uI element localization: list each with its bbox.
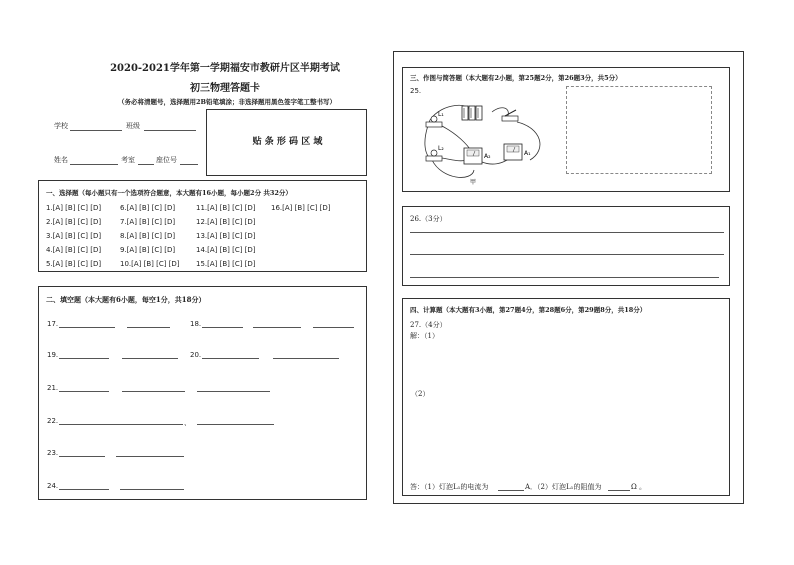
class-label: 班级: [126, 122, 140, 130]
q26-line-1[interactable]: [410, 232, 724, 233]
barcode-area: [206, 109, 367, 176]
q22-blank-1[interactable]: [59, 424, 183, 425]
battery-icon: [462, 106, 482, 120]
choice-question[interactable]: 7.[A] [B] [C] [D]: [120, 218, 176, 226]
choice-question[interactable]: 5.[A] [B] [C] [D]: [46, 260, 102, 268]
answer-text-c: Ω 。: [631, 483, 647, 491]
q20-label: 20.: [190, 351, 202, 359]
q24-blank-2[interactable]: [120, 489, 184, 490]
q20-blank-1[interactable]: [202, 358, 259, 359]
choice-question[interactable]: 9.[A] [B] [C] [D]: [120, 246, 176, 254]
ammeter-a2-icon: [464, 148, 482, 164]
class-field[interactable]: [144, 130, 196, 131]
choice-question[interactable]: 12.[A] [B] [C] [D]: [196, 218, 256, 226]
q18-blank-1[interactable]: [202, 327, 243, 328]
choice-question[interactable]: 6.[A] [B] [C] [D]: [120, 204, 176, 212]
q22-separator: 、: [184, 419, 191, 427]
q27-label: 27.（4分）: [410, 321, 447, 329]
seat-field[interactable]: [180, 164, 198, 165]
q26-label: 26.（3分）: [410, 215, 447, 223]
choice-question[interactable]: 13.[A] [B] [C] [D]: [196, 232, 256, 240]
q26-line-3[interactable]: [410, 277, 719, 278]
fill-section: [38, 286, 367, 500]
calculation-heading: 四、计算题（本大题有3小题，第27题4分，第28题6分，第29题8分，共18分）: [410, 306, 647, 314]
choice-question[interactable]: 11.[A] [B] [C] [D]: [196, 204, 256, 212]
name-label: 姓名: [54, 156, 68, 164]
room-field[interactable]: [138, 164, 154, 165]
choice-question[interactable]: 15.[A] [B] [C] [D]: [196, 260, 256, 268]
choice-question[interactable]: 16.[A] [B] [C] [D]: [271, 204, 331, 212]
q17-blank-1[interactable]: [59, 327, 115, 328]
exam-notice: （务必将清题号，选择题用2B铅笔填涂；非选择题用黑色签字笔工整书写）: [117, 98, 337, 106]
q17-blank-2[interactable]: [127, 327, 170, 328]
q24-blank-1[interactable]: [59, 489, 109, 490]
q22-label: 22.: [47, 417, 59, 425]
choice-question[interactable]: 8.[A] [B] [C] [D]: [120, 232, 176, 240]
svg-text:L₂: L₂: [438, 145, 444, 152]
choice-question[interactable]: 14.[A] [B] [C] [D]: [196, 246, 256, 254]
school-label: 学校: [54, 122, 68, 130]
q18-blank-3[interactable]: [313, 327, 354, 328]
choice-question[interactable]: 1.[A] [B] [C] [D]: [46, 204, 102, 212]
q21-blank-1[interactable]: [59, 391, 109, 392]
q19-blank-2[interactable]: [122, 358, 178, 359]
drawing-answer-area[interactable]: [566, 86, 712, 174]
room-label: 考室: [121, 156, 135, 164]
svg-text:L₁: L₁: [438, 111, 444, 118]
q22-blank-2[interactable]: [197, 424, 274, 425]
svg-text:A₂: A₂: [484, 153, 491, 160]
name-field[interactable]: [70, 164, 118, 165]
figure-caption: 甲: [470, 179, 477, 186]
ammeter-a1-icon: [504, 144, 522, 160]
q21-label: 21.: [47, 384, 59, 392]
barcode-label: 贴 条 形 码 区 域: [252, 137, 323, 147]
answer-text-b: A．（2）灯泡L₁的阻值为: [525, 483, 602, 491]
q19-blank-1[interactable]: [59, 358, 109, 359]
q18-blank-2[interactable]: [253, 327, 301, 328]
choice-question[interactable]: 3.[A] [B] [C] [D]: [46, 232, 102, 240]
q19-label: 19.: [47, 351, 59, 359]
fill-heading: 二、填空题（本大题有6小题，每空1分，共18分）: [46, 295, 206, 304]
choice-question[interactable]: 4.[A] [B] [C] [D]: [46, 246, 102, 254]
seat-label: 座位号: [156, 156, 177, 164]
solution-part1: 解：（1）: [410, 332, 439, 340]
q23-label: 23.: [47, 449, 59, 457]
q21-blank-3[interactable]: [197, 391, 270, 392]
q26-line-2[interactable]: [410, 254, 724, 255]
exam-subtitle: 初三物理答题卡: [190, 83, 260, 94]
answer-blank-resistance[interactable]: [608, 490, 630, 491]
q20-blank-2[interactable]: [273, 358, 339, 359]
q18-label: 18.: [190, 320, 202, 328]
short-answer-section: [402, 206, 730, 286]
choice-heading: 一、选择题（每小题只有一个选项符合题意，本大题有16小题，每小题2分 共32分）: [46, 189, 292, 197]
calculation-section: [402, 298, 730, 496]
q17-label: 17.: [47, 320, 59, 328]
choice-section: [38, 180, 367, 272]
switch-icon: [502, 110, 518, 121]
choice-question[interactable]: 10.[A] [B] [C] [D]: [120, 260, 180, 268]
q21-blank-2[interactable]: [122, 391, 185, 392]
answer-blank-current[interactable]: [498, 490, 524, 491]
answer-text-a: 答：（1）灯泡L₁的电流为: [410, 483, 489, 491]
svg-text:A₁: A₁: [524, 150, 531, 157]
exam-title: 2020-2021学年第一学期福安市教研片区半期考试: [110, 63, 340, 74]
solution-part2: （2）: [411, 390, 430, 398]
choice-question[interactable]: 2.[A] [B] [C] [D]: [46, 218, 102, 226]
q24-label: 24.: [47, 482, 59, 490]
q23-blank-2[interactable]: [116, 456, 184, 457]
q23-blank-1[interactable]: [59, 456, 105, 457]
circuit-diagram: [412, 100, 552, 188]
school-field[interactable]: [70, 130, 122, 131]
drawing-heading: 三、作图与简答题（本大题有2小题，第25题2分，第26题3分，共5分）: [410, 74, 622, 82]
q25-label: 25.: [410, 87, 422, 95]
